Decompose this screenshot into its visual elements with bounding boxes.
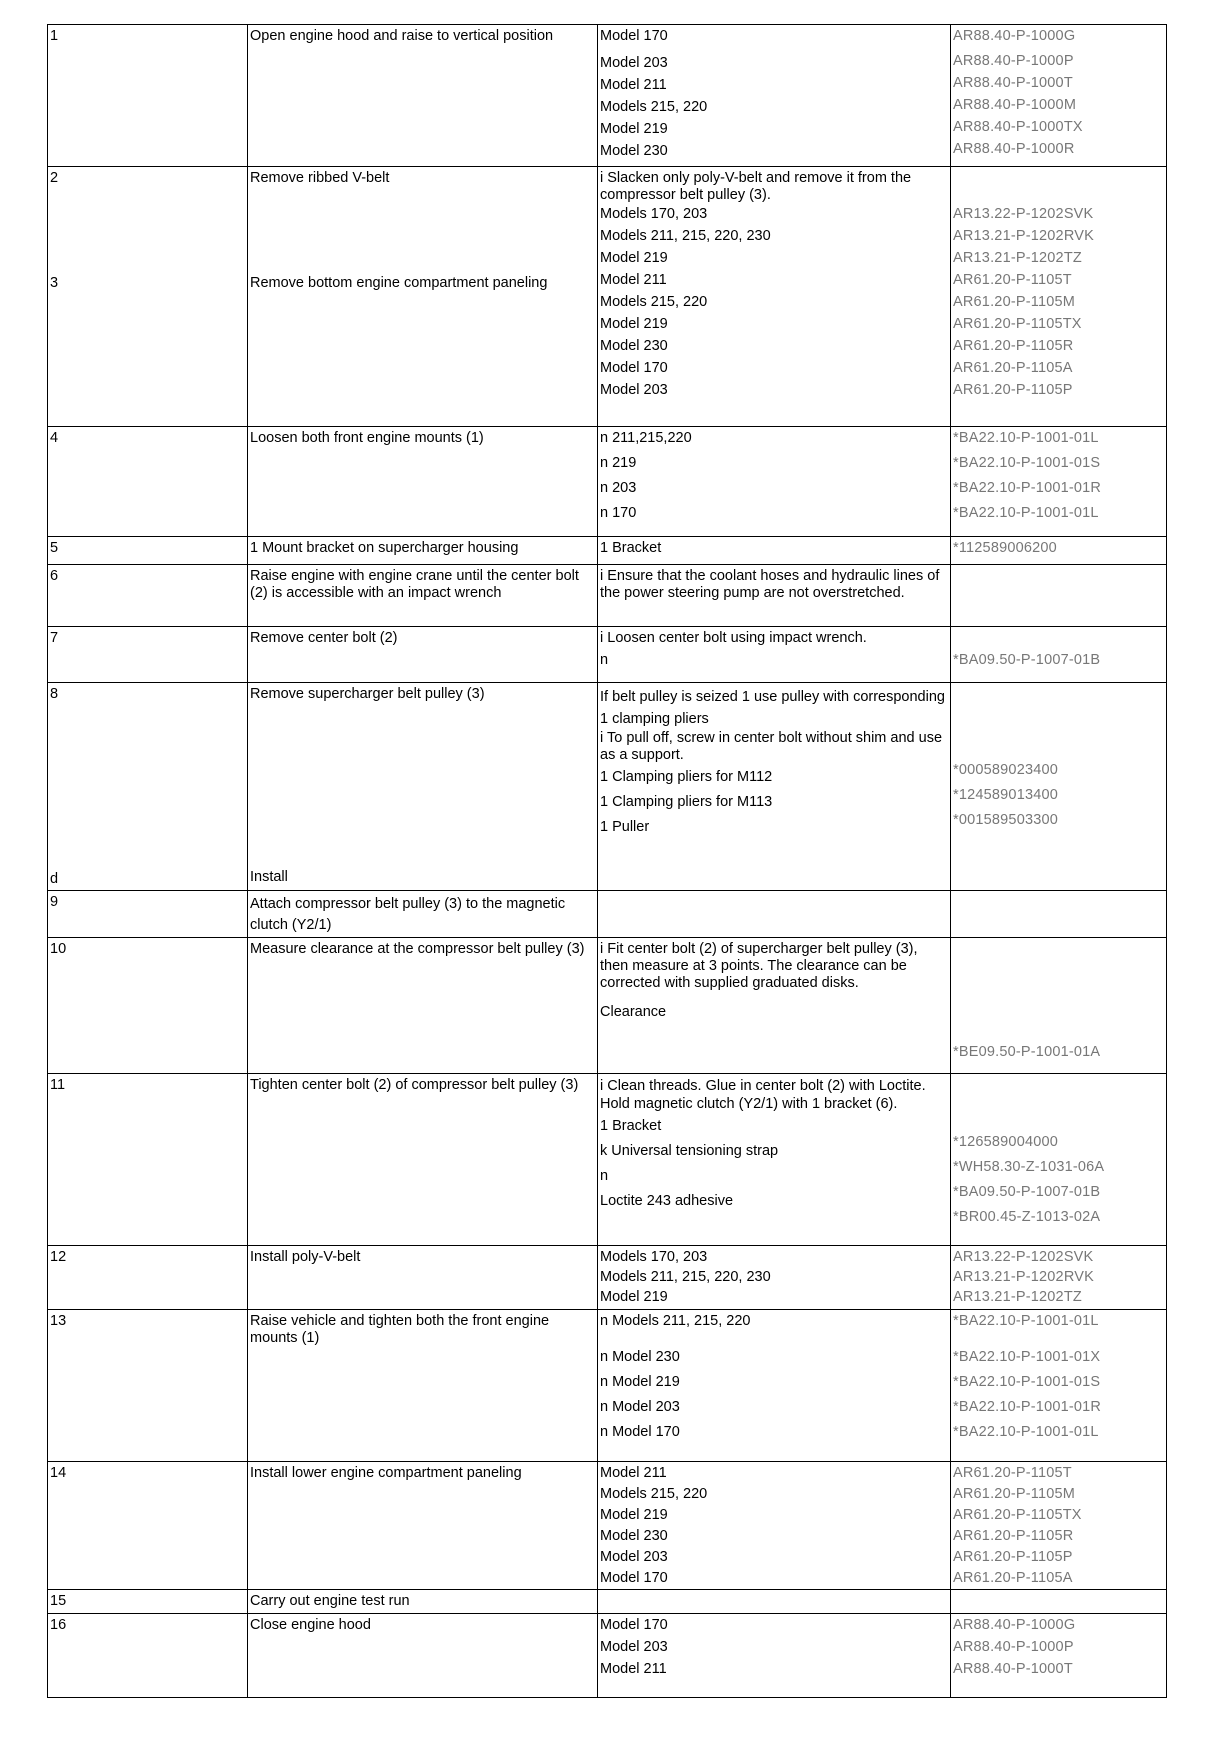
step-number-8: 8 bbox=[50, 686, 59, 702]
note-line: 1 Clamping pliers for M113 bbox=[600, 794, 773, 810]
reference-cell bbox=[951, 1462, 1167, 1590]
step-number: 6 bbox=[48, 565, 248, 627]
reference-link[interactable]: *BA22.10-P-1001-01L bbox=[953, 430, 1099, 446]
note-line: Models 215, 220 bbox=[600, 1486, 708, 1502]
reference-cell bbox=[951, 1590, 1167, 1614]
table-row bbox=[48, 25, 1167, 167]
note-line: n Model 170 bbox=[600, 1424, 680, 1440]
reference-link[interactable]: *000589023400 bbox=[953, 762, 1059, 778]
note-line: n Model 219 bbox=[600, 1374, 680, 1390]
reference-cell bbox=[951, 565, 1167, 627]
procedure-table-container bbox=[47, 24, 1166, 1698]
note-line: Models 215, 220 bbox=[600, 294, 708, 310]
note-line: i Loosen center bolt using impact wrench. bbox=[600, 630, 867, 646]
step-notes bbox=[598, 1462, 951, 1590]
reference-link[interactable]: AR88.40-P-1000P bbox=[953, 53, 1074, 69]
table-row bbox=[48, 1074, 1167, 1246]
step-notes bbox=[598, 627, 951, 683]
reference-link[interactable]: AR61.20-P-1105R bbox=[953, 338, 1074, 354]
note-line: n bbox=[600, 1168, 609, 1184]
step-notes bbox=[598, 167, 951, 427]
note-line: Model 219 bbox=[600, 121, 668, 137]
note-line: Model 170 bbox=[600, 1570, 668, 1586]
step-action: Remove center bolt (2) bbox=[248, 627, 598, 683]
step-action: Close engine hood bbox=[248, 1614, 598, 1698]
note-line: If belt pulley is seized 1 use pulley with corresponding 1 clamping pliers bbox=[600, 689, 945, 727]
table-row bbox=[48, 1246, 1167, 1310]
table-row bbox=[48, 565, 1167, 627]
step-action-2: Remove ribbed V-belt bbox=[250, 170, 390, 186]
step-number bbox=[48, 683, 248, 891]
reference-link[interactable]: AR88.40-P-1000G bbox=[953, 1617, 1076, 1633]
reference-link[interactable]: *124589013400 bbox=[953, 787, 1059, 803]
reference-link[interactable]: AR61.20-P-1105T bbox=[953, 272, 1072, 288]
reference-cell bbox=[951, 1614, 1167, 1698]
step-notes bbox=[598, 938, 951, 1074]
step-notes: i Ensure that the coolant hoses and hydraulic lines of the power steering pump are not overstretched. bbox=[598, 565, 951, 627]
note-line: n bbox=[600, 652, 609, 668]
reference-link[interactable]: *126589004000 bbox=[953, 1134, 1059, 1150]
note-line: Model 219 bbox=[600, 1507, 668, 1523]
reference-link[interactable]: AR13.21-P-1202RVK bbox=[953, 228, 1094, 244]
step-notes: 1 Bracket bbox=[598, 537, 951, 565]
note-line: n 203 bbox=[600, 480, 637, 496]
reference-cell bbox=[951, 1246, 1167, 1310]
step-sub-action: Install bbox=[250, 869, 288, 885]
reference-link[interactable]: *WH58.30-Z-1031-06A bbox=[953, 1159, 1105, 1175]
step-action: Raise vehicle and tighten both the front engine mounts (1) bbox=[248, 1310, 598, 1462]
note-line: Models 170, 203 bbox=[600, 206, 708, 222]
note-line: i Slacken only poly-V-belt and remove it from the compressor belt pulley (3). bbox=[600, 170, 912, 203]
reference-link[interactable]: AR61.20-P-1105T bbox=[953, 1465, 1072, 1481]
table-row bbox=[48, 1462, 1167, 1590]
table-row bbox=[48, 537, 1167, 565]
step-action: Raise engine with engine crane until the center bolt (2) is accessible with an impact wrench bbox=[248, 565, 598, 627]
table-row bbox=[48, 1590, 1167, 1614]
step-number: 14 bbox=[48, 1462, 248, 1590]
reference-cell bbox=[951, 25, 1167, 167]
reference-link[interactable]: AR13.22-P-1202SVK bbox=[953, 1249, 1094, 1265]
step-action-3: Remove bottom engine compartment paneling bbox=[250, 275, 548, 291]
note-line: Models 211, 215, 220, 230 bbox=[600, 1269, 771, 1285]
reference-link[interactable]: *BA22.10-P-1001-01S bbox=[953, 1374, 1101, 1390]
reference-cell bbox=[951, 1074, 1167, 1246]
note-line: Loctite 243 adhesive bbox=[600, 1193, 734, 1209]
reference-link[interactable]: *001589503300 bbox=[953, 812, 1059, 828]
reference-link[interactable]: *BA22.10-P-1001-01R bbox=[953, 480, 1102, 496]
reference-link[interactable]: *BA22.10-P-1001-01L bbox=[953, 1313, 1099, 1329]
note-line: Models 215, 220 bbox=[600, 99, 708, 115]
step-number: 16 bbox=[48, 1614, 248, 1698]
reference-cell bbox=[951, 683, 1167, 891]
note-line: n Models 211, 215, 220 bbox=[600, 1313, 751, 1329]
reference-link[interactable]: AR61.20-P-1105P bbox=[953, 382, 1073, 398]
note-line: Clearance bbox=[600, 1004, 667, 1020]
note-line: i Fit center bolt (2) of supercharger belt pulley (3), then measure at 3 points. The clearance can be corrected with supplied graduated disks. bbox=[600, 941, 918, 991]
reference-link[interactable]: AR88.40-P-1000R bbox=[953, 141, 1075, 157]
note-line: Model 211 bbox=[600, 272, 667, 288]
step-action: Carry out engine test run bbox=[248, 1590, 598, 1614]
note-line: Model 203 bbox=[600, 382, 668, 398]
step-notes bbox=[598, 1614, 951, 1698]
reference-link[interactable]: AR88.40-P-1000TX bbox=[953, 119, 1083, 135]
note-line: n Model 230 bbox=[600, 1349, 680, 1365]
reference-cell bbox=[951, 627, 1167, 683]
note-line: Model 230 bbox=[600, 338, 668, 354]
step-action: Loosen both front engine mounts (1) bbox=[248, 427, 598, 537]
step-action: Attach compressor belt pulley (3) to the magnetic clutch (Y2/1) bbox=[248, 891, 598, 938]
step-notes bbox=[598, 1074, 951, 1246]
reference-link[interactable]: AR88.40-P-1000G bbox=[953, 28, 1076, 44]
note-line: 1 Bracket bbox=[600, 1118, 662, 1134]
note-line: Model 170 bbox=[600, 360, 668, 376]
step-notes bbox=[598, 891, 951, 938]
step-sub-marker: d bbox=[50, 871, 59, 887]
note-line: 1 Clamping pliers for M112 bbox=[600, 769, 773, 785]
reference-link[interactable]: AR61.20-P-1105P bbox=[953, 1549, 1073, 1565]
step-action: Open engine hood and raise to vertical position bbox=[248, 25, 598, 167]
step-notes bbox=[598, 25, 951, 167]
reference-link[interactable]: AR61.20-P-1105TX bbox=[953, 1507, 1082, 1523]
reference-link[interactable]: AR88.40-P-1000P bbox=[953, 1639, 1074, 1655]
note-line: Model 211 bbox=[600, 1661, 667, 1677]
note-line: n 219 bbox=[600, 455, 637, 471]
reference-link[interactable]: AR13.21-P-1202RVK bbox=[953, 1269, 1094, 1285]
step-notes bbox=[598, 683, 951, 891]
reference-link bbox=[953, 170, 1164, 206]
table-row bbox=[48, 1310, 1167, 1462]
reference-cell bbox=[951, 938, 1167, 1074]
reference-cell bbox=[951, 1310, 1167, 1462]
step-notes bbox=[598, 1246, 951, 1310]
table-row bbox=[48, 427, 1167, 537]
note-line: i To pull off, screw in center bolt without shim and use as a support. bbox=[600, 730, 943, 763]
reference-cell bbox=[951, 891, 1167, 938]
reference-link[interactable]: AR88.40-P-1000M bbox=[953, 97, 1077, 113]
step-action: Install poly-V-belt bbox=[248, 1246, 598, 1310]
reference-link bbox=[953, 941, 1164, 1044]
step-action: 1 Mount bracket on supercharger housing bbox=[248, 537, 598, 565]
note-line: k Universal tensioning strap bbox=[600, 1143, 779, 1159]
note-line: Model 203 bbox=[600, 1549, 668, 1565]
table-row bbox=[48, 627, 1167, 683]
table-row bbox=[48, 1614, 1167, 1698]
step-number: 9 bbox=[48, 891, 248, 938]
note-line: i Clean threads. Glue in center bolt (2) with Loctite. Hold magnetic clutch (Y2/1) with 1 bracket (6). bbox=[600, 1078, 926, 1112]
table-row bbox=[48, 938, 1167, 1074]
reference-link[interactable]: AR61.20-P-1105A bbox=[953, 360, 1073, 376]
step-number-2: 2 bbox=[50, 170, 59, 186]
reference-link bbox=[953, 630, 1164, 647]
step-action-8: Remove supercharger belt pulley (3) bbox=[250, 686, 485, 702]
note-line: Model 230 bbox=[600, 1528, 668, 1544]
note-line: n 170 bbox=[600, 505, 637, 521]
reference-link[interactable]: *BA22.10-P-1001-01L bbox=[953, 1424, 1099, 1440]
note-line: Model 203 bbox=[600, 55, 668, 71]
step-number: 13 bbox=[48, 1310, 248, 1462]
reference-link bbox=[953, 1077, 1164, 1134]
reference-link[interactable]: *BR00.45-Z-1013-02A bbox=[953, 1209, 1101, 1225]
reference-cell bbox=[951, 167, 1167, 427]
reference-link[interactable]: AR13.22-P-1202SVK bbox=[953, 206, 1094, 222]
reference-link[interactable]: *BA22.10-P-1001-01R bbox=[953, 1399, 1102, 1415]
step-number: 15 bbox=[48, 1590, 248, 1614]
note-line: Model 170 bbox=[600, 1617, 668, 1633]
note-line: Model 211 bbox=[600, 1465, 667, 1481]
procedure-table bbox=[47, 24, 1167, 1698]
reference-link[interactable]: AR61.20-P-1105M bbox=[953, 1486, 1076, 1502]
note-line: Model 203 bbox=[600, 1639, 668, 1655]
table-row bbox=[48, 167, 1167, 427]
reference-cell[interactable]: *112589006200 bbox=[951, 537, 1167, 565]
step-number: 7 bbox=[48, 627, 248, 683]
note-line: Model 219 bbox=[600, 250, 668, 266]
note-line: Model 219 bbox=[600, 1289, 668, 1305]
step-number: 10 bbox=[48, 938, 248, 1074]
step-action bbox=[248, 683, 598, 891]
step-action bbox=[248, 167, 598, 427]
step-number: 4 bbox=[48, 427, 248, 537]
table-row bbox=[48, 683, 1167, 891]
note-line: 1 Puller bbox=[600, 819, 650, 835]
reference-link bbox=[953, 686, 1164, 762]
step-number-3: 3 bbox=[50, 275, 59, 291]
table-row bbox=[48, 891, 1167, 938]
note-line: Model 170 bbox=[600, 28, 668, 44]
step-notes bbox=[598, 1590, 951, 1614]
step-notes bbox=[598, 427, 951, 537]
reference-link[interactable]: *BA22.10-P-1001-01S bbox=[953, 455, 1101, 471]
reference-link[interactable]: AR61.20-P-1105A bbox=[953, 1570, 1073, 1586]
reference-link[interactable]: AR13.21-P-1202TZ bbox=[953, 1289, 1082, 1305]
step-number bbox=[48, 167, 248, 427]
step-number: 5 bbox=[48, 537, 248, 565]
reference-cell bbox=[951, 427, 1167, 537]
step-action: Install lower engine compartment paneling bbox=[248, 1462, 598, 1590]
reference-link[interactable]: AR61.20-P-1105R bbox=[953, 1528, 1074, 1544]
reference-link[interactable]: *BE09.50-P-1001-01A bbox=[953, 1044, 1101, 1060]
step-number: 1 bbox=[48, 25, 248, 167]
note-line: n Model 203 bbox=[600, 1399, 680, 1415]
step-number: 12 bbox=[48, 1246, 248, 1310]
note-line: Model 230 bbox=[600, 143, 668, 159]
reference-link[interactable]: AR88.40-P-1000T bbox=[953, 1661, 1073, 1677]
step-action: Tighten center bolt (2) of compressor belt pulley (3) bbox=[248, 1074, 598, 1246]
note-line: Models 211, 215, 220, 230 bbox=[600, 228, 771, 244]
reference-link[interactable]: AR13.21-P-1202TZ bbox=[953, 250, 1082, 266]
note-line: Model 219 bbox=[600, 316, 668, 332]
reference-link[interactable]: *BA22.10-P-1001-01L bbox=[953, 505, 1099, 521]
reference-link[interactable]: *BA22.10-P-1001-01X bbox=[953, 1349, 1101, 1365]
reference-link[interactable]: AR88.40-P-1000T bbox=[953, 75, 1073, 91]
reference-link[interactable]: AR61.20-P-1105TX bbox=[953, 316, 1082, 332]
note-line: Models 170, 203 bbox=[600, 1249, 708, 1265]
step-action: Measure clearance at the compressor belt pulley (3) bbox=[248, 938, 598, 1074]
note-line: Model 211 bbox=[600, 77, 667, 93]
reference-link[interactable]: *BA09.50-P-1007-01B bbox=[953, 1184, 1101, 1200]
note-line: n 211,215,220 bbox=[600, 430, 692, 446]
step-number: 11 bbox=[48, 1074, 248, 1246]
reference-link[interactable]: AR61.20-P-1105M bbox=[953, 294, 1076, 310]
reference-link[interactable]: *BA09.50-P-1007-01B bbox=[953, 652, 1101, 668]
step-notes bbox=[598, 1310, 951, 1462]
